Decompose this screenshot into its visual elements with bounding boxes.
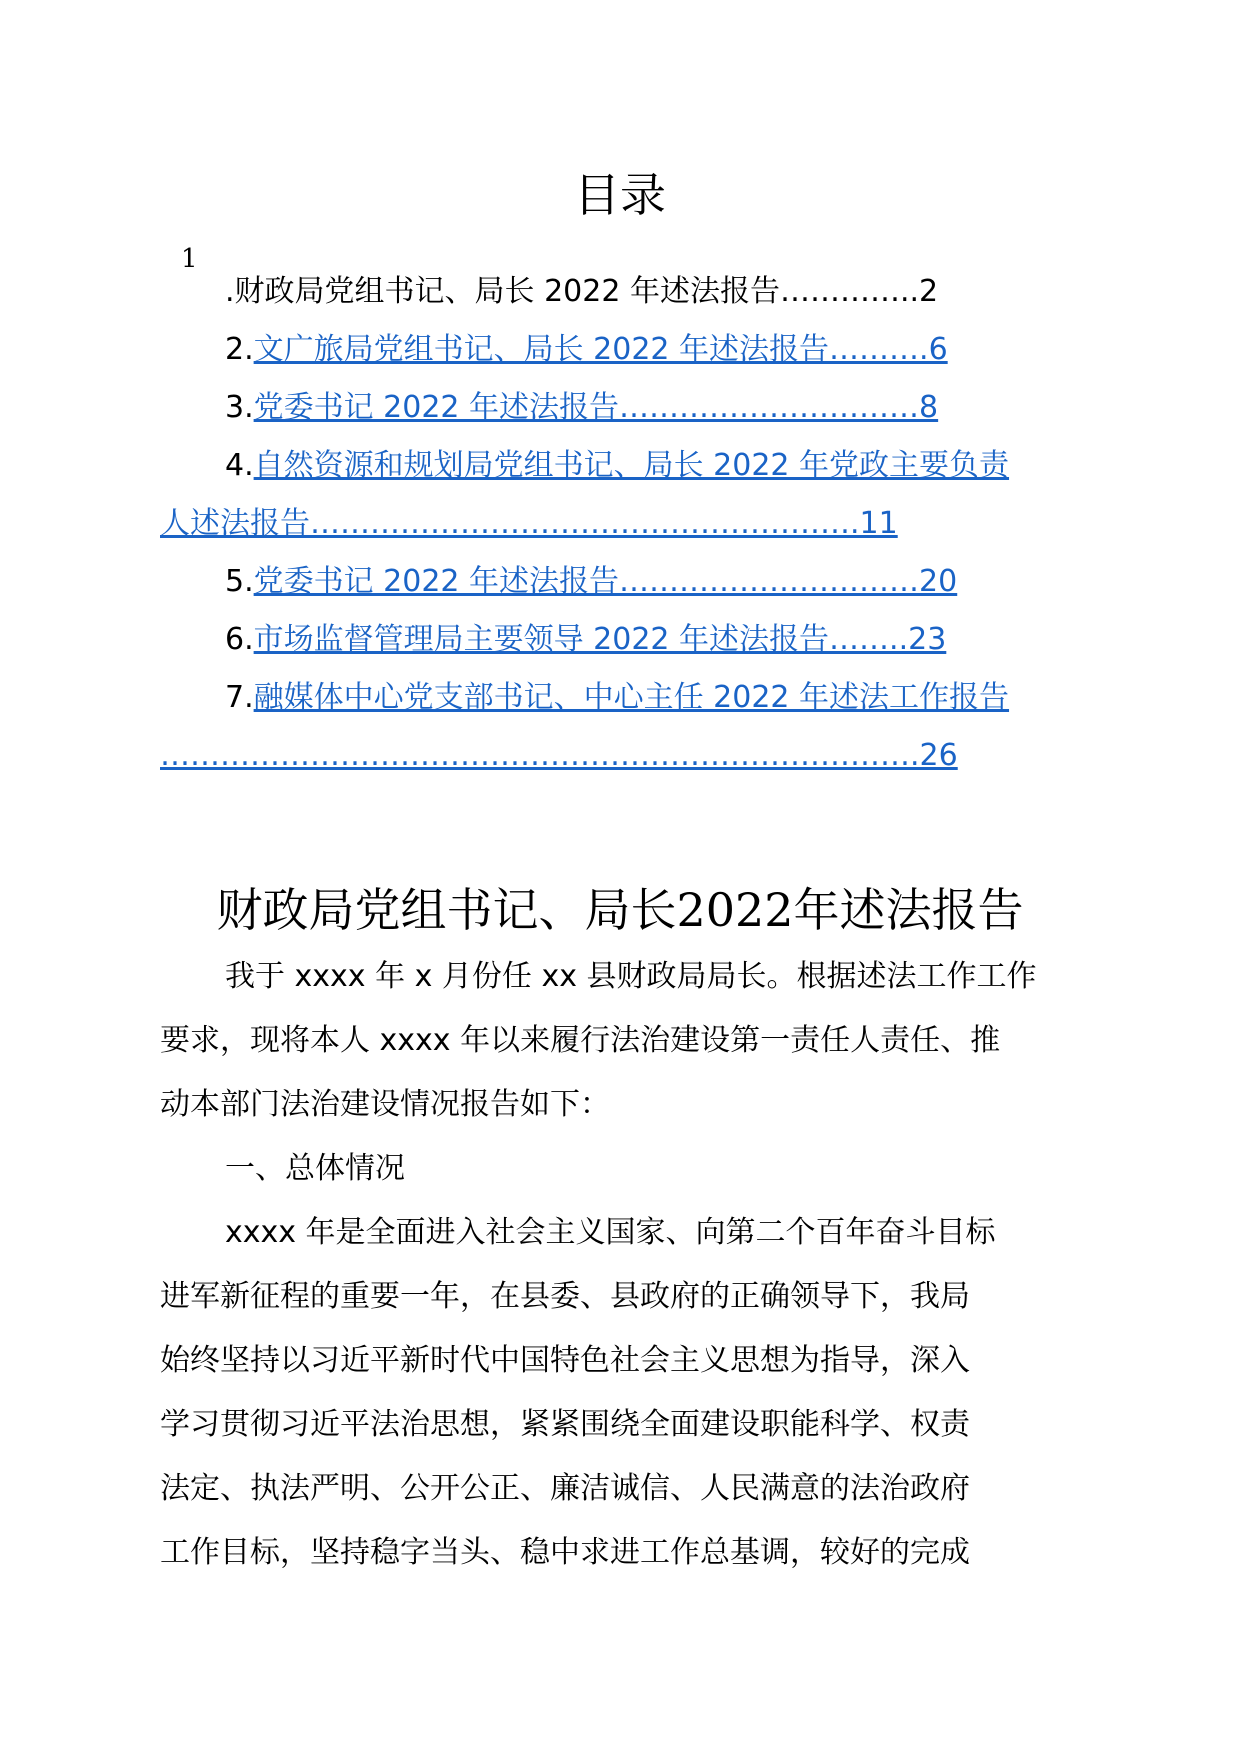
toc-entry-number: 3. [225,390,254,425]
toc-entry-2[interactable] [160,318,1100,382]
document-title-part: 财政局党组书记、局长 [216,883,677,937]
paragraph-line: 法定、执法严明、公开公正、廉洁诚信、人民满意的法治政府 [160,1471,970,1506]
document-title-year: 2022 [676,883,794,937]
page-marker: 1 [181,244,198,274]
paragraph-line: 动本部门法治建设情况报告如下： [160,1087,610,1122]
toc-entry-link[interactable]: 自然资源和规划局党组书记、局长 2022 年党政主要负责 [253,448,1010,483]
toc-entry-number: 5. [225,564,254,599]
section-heading: 一、总体情况 [225,1151,405,1186]
toc-entry-number: 7. [225,680,254,715]
toc-entry-link[interactable]: 人述法报告……………………………………………….11 [160,506,898,541]
document-title [0,878,1240,942]
paragraph-line: 工作目标，坚持稳字当头、稳中求进工作总基调，较好的完成 [160,1535,970,1570]
paragraph-line: 要求，现将本人 xxxx 年以来履行法治建设第一责任人责任、推 [160,1023,1001,1058]
toc-entry-3[interactable] [160,376,1100,440]
toc-entry-link[interactable]: 市场监督管理局主要领导 2022 年述法报告……..23 [253,622,947,657]
paragraph-line: 我于 xxxx 年 x 月份任 xx 县财政局局长。根据述法工作工作 [225,959,1037,994]
toc-entry-link[interactable]: 融媒体中心党支部书记、中心主任 2022 年述法工作报告 [253,680,1010,715]
toc-entry-number: 2. [225,332,254,367]
toc-entry-4-continuation[interactable] [160,492,1100,556]
toc-entry-7-continuation[interactable] [160,724,1100,788]
toc-entry-4[interactable] [160,434,1100,498]
paragraph-line: xxxx 年是全面进入社会主义国家、向第二个百年奋斗目标 [225,1215,996,1250]
document-title-part: 年述法报告 [793,883,1024,937]
toc-title: 目录 [574,168,666,222]
paragraph-line: 始终坚持以习近平新时代中国特色社会主义思想为指导，深入 [160,1343,970,1378]
toc-entry-7[interactable] [160,666,1100,730]
toc-entry-link[interactable]: 党委书记 2022 年述法报告…………………………20 [253,564,958,599]
toc-entry-number: 6. [225,622,254,657]
toc-entry-link[interactable]: 党委书记 2022 年述法报告…………………………8 [253,390,939,425]
toc-entry-text: .财政局党组书记、局长 2022 年述法报告…………..2 [225,274,939,309]
toc-entry-1[interactable] [160,260,1100,324]
paragraph-line: 学习贯彻习近平法治思想，紧紧围绕全面建设职能科学、权责 [160,1407,970,1442]
toc-entry-number: 4. [225,448,254,483]
paragraph-line: 进军新征程的重要一年，在县委、县政府的正确领导下，我局 [160,1279,970,1314]
toc-entry-link[interactable]: ………………………………………………………………….26 [160,738,958,773]
toc-entry-link[interactable]: 文广旅局党组书记、局长 2022 年述法报告……….6 [253,332,948,367]
toc-entry-6[interactable] [160,608,1100,672]
toc-entry-5[interactable] [160,550,1100,614]
